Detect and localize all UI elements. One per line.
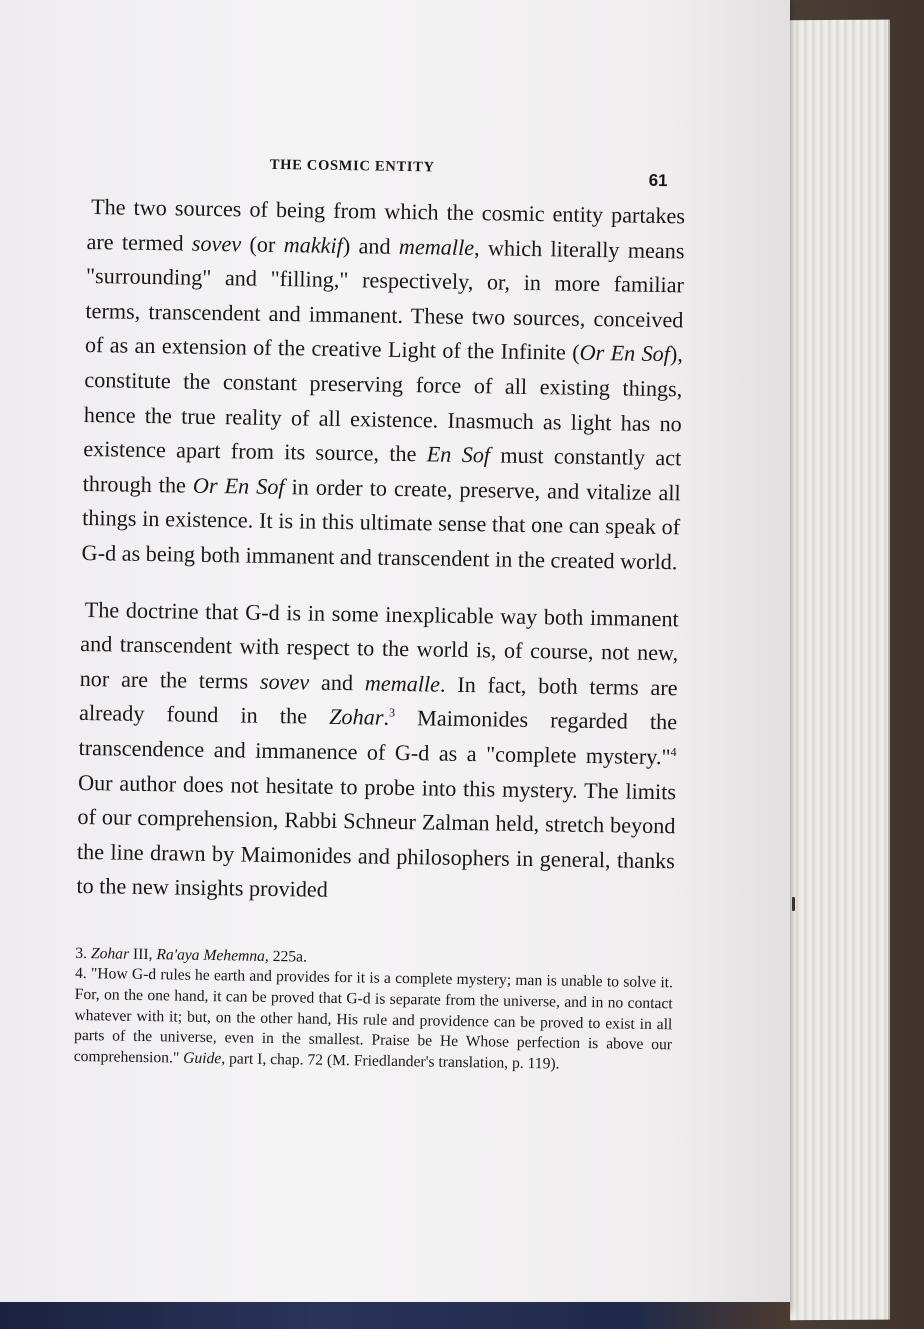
text-run: . In fact, both terms are already found in the (78, 671, 678, 730)
italic-term: sovev (259, 668, 310, 695)
running-title: THE COSMIC ENTITY (269, 156, 435, 176)
text-run: ) and (342, 232, 400, 259)
text-run: must constantly act through the (82, 442, 682, 498)
page-number: 61 (648, 170, 668, 191)
text-run: Our author does not hesitate to probe into this mystery. The limits of our comprehension, Rabbi Schneur Zalman held, stretch beyond the line drawn by Maimonides and philosophers in general, thanks to the new insights provided (76, 769, 677, 903)
text-run: III, (128, 945, 157, 964)
italic-term: Ra'aya Mehemna (156, 946, 266, 965)
italic-term: Zohar (90, 945, 130, 963)
italic-term: Or En Sof (579, 340, 671, 367)
page-mark (792, 897, 795, 911)
text-run: 3. (75, 944, 92, 963)
italic-term: Or En Sof (192, 472, 285, 499)
paragraph (81, 190, 685, 580)
footnotes (74, 944, 674, 1077)
italic-term: memalle (364, 670, 441, 697)
text-run: , which literally means "surrounding" and "filling," respectively, or, in more familiar terms, transcendent and immanent. These two sources, conceived of as an extension of the creative Light of the Infinite ( (84, 234, 685, 366)
italic-term: memalle (398, 233, 475, 260)
text-run: , part I, chap. 72 (M. Friedlander's translation, p. 119). (221, 1050, 560, 1073)
paragraph (76, 592, 679, 913)
text-run: The doctrine that G-d is in some inexplicable way both immanent and transcendent with respect to the world is, of course, not new, nor are the terms (79, 596, 679, 694)
text-run: (or (240, 231, 284, 257)
footnote-ref: 3 (388, 705, 396, 720)
body-text (76, 190, 685, 913)
book-cover-edge (0, 1302, 790, 1329)
text-run: 4. "How G-d rules he earth and provides for it is a complete mystery; man is unable to solve it. For, on the one hand, it can be proved that G-d is separate from the universe, and in no contact whatever with it; but, on the other hand, His rule and providence can be proved to exist in all parts of the universe, even in the smallest. Praise be He Whose perfection is above our comprehension." (73, 965, 674, 1067)
footnote-ref: 4 (670, 744, 677, 759)
italic-term: sovev (191, 230, 242, 257)
italic-term: Guide (183, 1049, 222, 1068)
text-run: , 225a. (264, 947, 308, 966)
page-content (74, 150, 686, 1077)
text-run: . (383, 705, 390, 731)
text-run: in order to create, preserve, and vitalize all things in existence. It is in this ultimate sense that one can speak of G-d as being both immanent and transcendent in the created world. (81, 473, 681, 575)
text-run: ), constitute the constant preserving force of all existing things, hence the true reality of all existence. Inasmuch as light has no existence apart from its source, the (83, 341, 684, 467)
italic-term: En Sof (426, 441, 491, 468)
text-run: Maimonides regarded the transcendence and immanence of G-d as a "complete mystery." (78, 705, 678, 770)
text-run: and (309, 669, 366, 696)
italic-term: Zohar (328, 704, 384, 731)
italic-term: makkif (283, 231, 344, 258)
footnote (74, 964, 674, 1076)
text-run: The two sources of being from which the cosmic entity partakes are termed (86, 194, 686, 256)
